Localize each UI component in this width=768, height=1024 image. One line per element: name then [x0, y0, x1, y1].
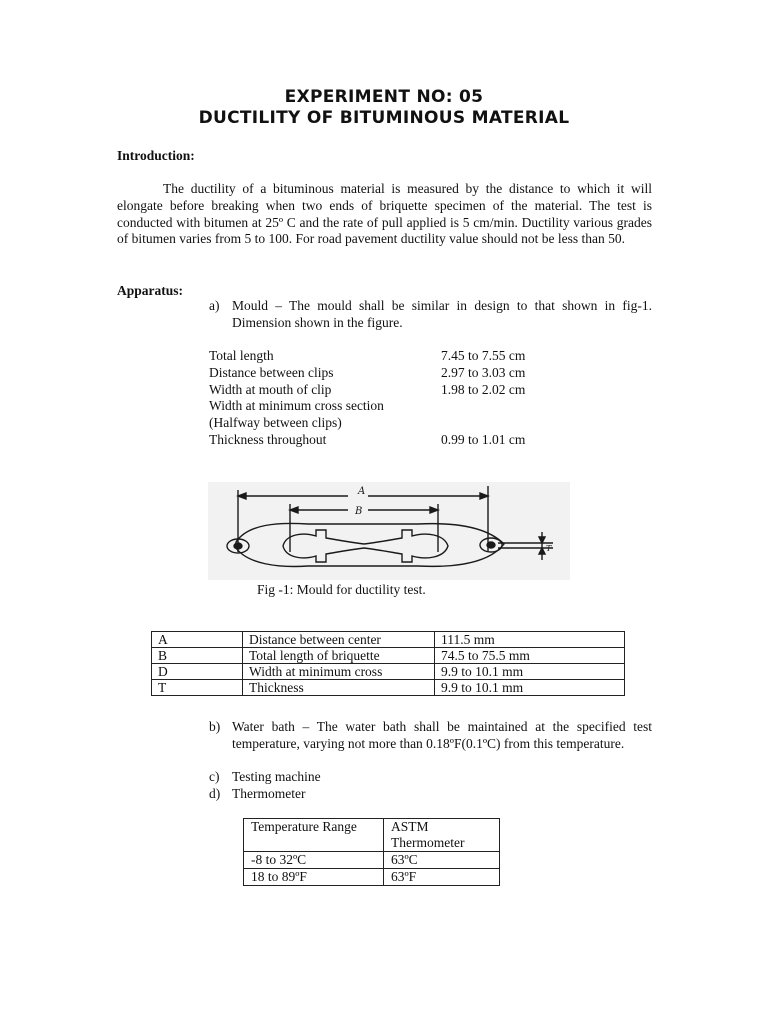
table-cell: Thickness: [243, 680, 435, 696]
table-cell: Total length of briquette: [243, 648, 435, 664]
table-row: [244, 852, 500, 869]
list-marker: b): [209, 719, 221, 734]
page-title: EXPERIMENT NO: 05: [284, 87, 484, 107]
mould-spec-list: [209, 348, 569, 449]
introduction-paragraph: The ductility of a bituminous material is measured by the distance to which it will elongate before breaking when two ends of briquette specimen of the material. The test is conducted with bitumen at 25º C and the rate of pull applied is 5 cm/min. Ductility various grades of bitumen varies from 5 to 100. For road pavement ductility value should not be less than 50.: [117, 181, 652, 247]
spec-row: [209, 398, 569, 415]
table-cell: 111.5 mm: [435, 632, 625, 648]
spec-value: 1.98 to 2.02 cm: [441, 381, 526, 397]
thermometer-table: [243, 818, 500, 886]
table-header-cell: ASTM Thermometer: [384, 819, 500, 852]
figure-label-t: T: [546, 544, 552, 553]
list-item-thermometer: [209, 786, 652, 803]
list-item-text: Thermometer: [232, 786, 306, 801]
page-subtitle: DUCTILITY OF BITUMINOUS MATERIAL: [198, 108, 570, 128]
spec-name: Distance between clips: [209, 364, 334, 380]
introduction-heading: Introduction:: [117, 148, 195, 163]
list-item-water-bath: [209, 719, 652, 753]
table-cell: 63ºF: [384, 869, 500, 886]
table-header-row: [244, 819, 500, 852]
table-cell: B: [152, 648, 243, 664]
spec-row: [209, 348, 569, 365]
table-cell: 18 to 89ºF: [244, 869, 384, 886]
table-cell: -8 to 32ºC: [244, 852, 384, 869]
mould-figure: [208, 482, 570, 580]
list-marker: a): [209, 298, 220, 313]
spec-name: Total length: [209, 348, 274, 363]
spec-value: 2.97 to 3.03 cm: [441, 364, 526, 380]
spec-row: [209, 432, 569, 449]
spec-name: Width at minimum cross section: [209, 398, 384, 414]
apparatus-heading: Apparatus:: [117, 283, 184, 298]
table-cell: T: [152, 680, 243, 696]
list-item-text: Mould – The mould shall be similar in design to that shown in fig-1. Dimension shown in the figure.: [232, 298, 652, 330]
table-row: [152, 664, 625, 680]
table-cell: Width at minimum cross: [243, 664, 435, 680]
table-cell: 63ºC: [384, 852, 500, 869]
list-item-mould: [209, 298, 652, 332]
figure-caption: Fig -1: Mould for ductility test.: [257, 582, 426, 597]
table-cell: A: [152, 632, 243, 648]
table-row: [152, 648, 625, 664]
list-item-text: Testing machine: [232, 769, 321, 784]
table-row: [244, 869, 500, 886]
table-cell: 9.9 to 10.1 mm: [435, 664, 625, 680]
list-item-testing-machine: [209, 769, 652, 786]
figure-label-b: B: [355, 506, 363, 517]
spec-value: 7.45 to 7.55 cm: [441, 348, 526, 363]
table-row: [152, 632, 625, 648]
spec-name: Width at mouth of clip: [209, 381, 332, 397]
spec-name: (Halfway between clips): [209, 415, 342, 431]
spec-row: [209, 382, 569, 399]
list-marker: c): [209, 769, 220, 784]
spec-row: [209, 365, 569, 382]
table-cell: D: [152, 664, 243, 680]
figure-label-a: A: [358, 486, 366, 497]
dimension-table: [151, 631, 625, 696]
spec-row: [209, 415, 569, 432]
table-cell: 74.5 to 75.5 mm: [435, 648, 625, 664]
spec-name: Thickness throughout: [209, 431, 327, 447]
spec-value: 0.99 to 1.01 cm: [441, 431, 526, 447]
list-marker: d): [209, 786, 221, 801]
table-cell: 9.9 to 10.1 mm: [435, 680, 625, 696]
table-row: [152, 680, 625, 696]
table-header-cell: Temperature Range: [244, 819, 384, 852]
list-item-text: Water bath – The water bath shall be maintained at the specified test temperature, varying not more than 0.18ºF(0.1ºC) from this temperature.: [232, 719, 652, 751]
table-cell: Distance between center: [243, 632, 435, 648]
